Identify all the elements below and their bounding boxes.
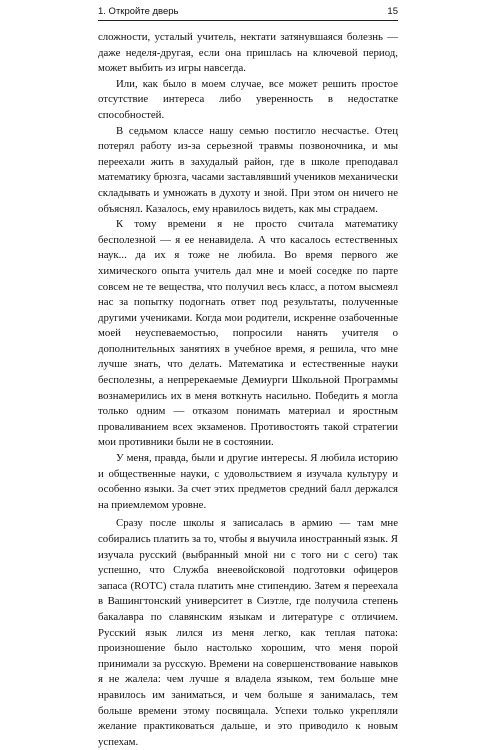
page-number: 15 — [387, 6, 398, 17]
paragraph-3: В седьмом классе нашу семью постигло несчастье. Отец потерял работу из-за серьезной травмы позвоночника, и мы переехали жить в захудалый район, где в школе преподавал математику брюзга, часами заставлявший учеников механически складывать и умножать в духоту и зной. При этом он ничего не объяснял. Казалось, ему нравилось видеть, как мы страдаем. — [98, 124, 398, 215]
paragraph-2: Или, как было в моем случае, все может решить простое отсутствие интереса либо уверенность в недостатке способностей. — [98, 77, 398, 121]
paragraph-1: сложности, усталый учитель, нектати затянувшаяся болезнь — даже неделя-другая, если она пришлась на ключевой период, может выбить из игры навсегда. — [98, 31, 398, 75]
paragraph-4: К тому времени я не просто считала математику бесполезной — я ее ненавидела. А что касалось естественных наук... да их я тоже не любила. Во время первого же химического опыта учитель дал мне и моей соседке по парте совсем не те вещества, что получил весь класс, а потом высмеял нас за попытку подогнать ответ под результаты, полученные другими учениками. Когда мои родители, искренне озабоченные моей неуспеваемостью, попросили нанять учителя о дополнительных занятиях в учебное время, я решила, что мне лучше знать, что делать. Математика и естественные науки бесполезны, а непререкаемые Демиурги Школьной Программы вознамерились их в меня воткнуть насильно. Победить я могла только одним — отказом понимать материал и яростным проваливанием всех экзаменов. Противостоять такой стратегии мои противники были не в состоянии. — [98, 218, 398, 449]
paragraph-5: У меня, правда, были и другие интересы. Я любила историю и общественные науки, с удовольствием я изучала культуру и особенно языки. За счет этих предметов средний балл держался на приемлемом уровне. — [98, 452, 398, 511]
chapter-title: 1. Откройте дверь — [98, 6, 179, 17]
running-head — [98, 6, 398, 21]
paragraph-6: Сразу после школы я записалась в армию — там мне собирались платить за то, чтобы я выучила иностранный язык. Я изучала русский (выбранный мной ни с того ни с сего) так успешно, что Служба внеевойсковой подготовки офицеров запаса (ROTC) стала платить мне стипендию. Затем я переехала в Вашингтонский университет в Сиэтле, где получила степень бакалавра по славянским языкам и литературе с отличием. Русский язык лился из меня легко, как теплая патока: произношение было настолько хорошим, что меня порой принимали за русскую. Времени на совершенствование навыков я не жалела: чем лучше я владела языком, тем больше мне нравилось им заниматься, и чем больше я занималась, тем больше времени этому посвящала. Успехи только укрепляли желание практиковаться дальше, и это приводило к новым успехам. — [98, 517, 399, 748]
body-text — [98, 30, 398, 750]
